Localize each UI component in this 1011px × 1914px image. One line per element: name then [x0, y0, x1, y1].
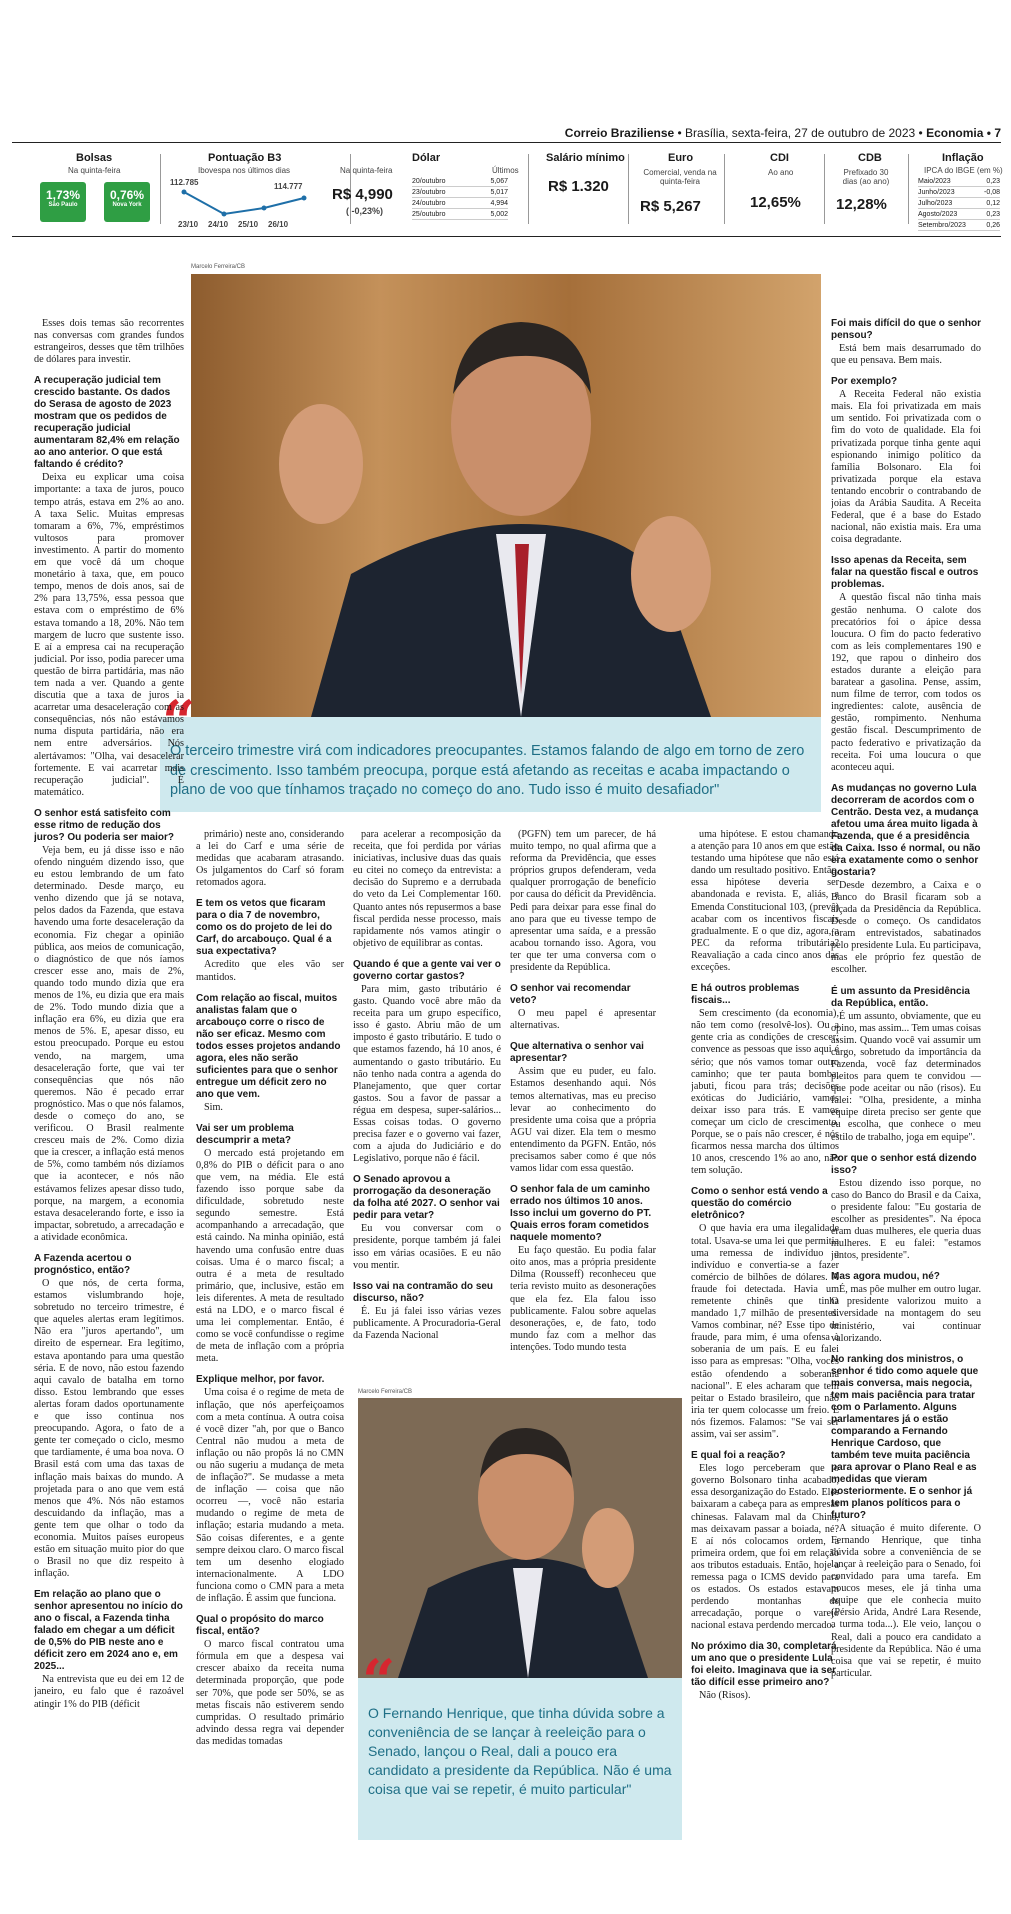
- column-2: [196, 829, 344, 1839]
- page-header: [0, 126, 1011, 140]
- interview-question: O Senado aprovou a prorrogação da desoneração da folha até 2027. O senhor vai pedir para vetar?: [353, 1174, 500, 1222]
- interview-answer: Não (Risos).: [699, 1690, 751, 1702]
- euro-value: R$ 5,267: [640, 198, 701, 215]
- ny-badge: [104, 182, 150, 222]
- inflacao-row: Maio/2023 0,23: [918, 178, 1000, 185]
- dolar-row: 25/outubro 5,002: [412, 211, 508, 218]
- interview-question: Que alternativa o senhor vai apresentar?: [510, 1041, 644, 1065]
- inflacao-row: Agosto/2023 0,23: [918, 211, 1000, 218]
- interview-answer: Assim que eu puder, eu falo. Estamos desenhando aqui. Nós temos alternativas, mas eu preciso levar ao conhecimento do presidente uma coisa que a própria AGU vai dizer. Ela tem o mesmo entendimento da PGFN. Então, nós precisamos saber como é que nós vamos lidar com essa questão.: [510, 1066, 656, 1175]
- sp-value: 1,73%: [45, 188, 81, 202]
- dolar-change: ( -0,23%): [346, 206, 384, 216]
- sp-label: São Paulo: [48, 202, 78, 208]
- divider: [160, 154, 161, 224]
- b3-v2: 114.777: [274, 182, 303, 191]
- interview-question: É um assunto da Presidência da República, então.: [831, 985, 970, 1009]
- interview-answer: Estou dizendo isso porque, no caso do Banco do Brasil e da Caixa, o presidente falou: "Eu gostaria de escolher as presidentes". Na época eram duas mulheres, ele queria duas mulheres. E eu falei: "estamos juntos, presidente".: [831, 1177, 981, 1262]
- quote-mark-icon: “: [162, 688, 196, 756]
- divider: [628, 154, 629, 224]
- dolar-row: 23/outubro 5,017: [412, 189, 508, 196]
- dolar-sub2: Últimos: [492, 166, 519, 175]
- inflacao-row: Junho/2023 -0,08: [918, 189, 1000, 196]
- b3-chart: [178, 188, 338, 218]
- inflacao-table: [918, 176, 1000, 231]
- interview-answer: Uma coisa é o regime de meta de inflação, que nós aperfeiçoamos com a meta contínua. A outra coisa é você dizer "ah, por que o Banco Central não mudou a meta de inflação ou não propôs lá no CMN ou não sugeriu a mudança de meta de inflação?". Se mudasse a meta de inflação — coisa que não ocorreu —, você não estaria mudando o regime de meta de inflação; estaria mudando a meta. São coisas diferentes, e a gente sempre deixou claro. O marco fiscal tem um desenho elogiado internacionalmente. A LDO funciona como o CMN para a meta de inflação. É assim que funciona.: [196, 1387, 344, 1605]
- ny-value: 0,76%: [109, 188, 145, 202]
- b3-sub: Ibovespa nos últimos dias: [198, 166, 291, 175]
- header-rule: [12, 142, 1001, 143]
- interview-answer: (PGFN) tem um parecer, de há muito tempo, no qual afirma que a reforma da Previdência, que esses próprios grupos defenderam, veda qualquer prorrogação de benefício por causa do déficit da Previdência. Pedi para deixar para esse final do ano para que eu tivesse tempo de apresentar uma saída, e a pressão acabou tornando isso. Agora, vou ter que ter uma conversa com o presidente da República.: [510, 829, 656, 974]
- interview-answer: Eu vou conversar com o presidente, porque também já falei isso em várias ocasiões. E eu não vou mentir.: [353, 1223, 501, 1271]
- cdb-sub: Prefixado 30 dias (ao ano): [842, 168, 890, 186]
- dolar-title: Dólar: [412, 152, 441, 164]
- column-right: [831, 318, 981, 1838]
- euro-title: Euro: [668, 152, 694, 164]
- inflacao-sub: IPCA do IBGE (em %): [924, 166, 1003, 175]
- interview-answer: O marco fiscal contratou uma fórmula em que a despesa vai crescer abaixo da receita numa determinada proporção, que pode ser 70%, que pode ser 50%, se as metas fiscais não estiverem sendo cumpridas. O resultado primário advindo dessa regra vai depender das medidas tomadas: [196, 1639, 344, 1747]
- cdi-title: CDI: [770, 152, 789, 164]
- inflacao-row: Setembro/2023 0,26: [918, 222, 1000, 229]
- interview-question: No ranking dos ministros, o senhor é tido como aquele que mais conversa, mais negocia, tem mais paciência para tratar com o Parlamento. Alguns parlamentares já o estão comparando a Fernando Henrique Cardoso, que também teve muita paciência para aprovar o Plano Real e as medidas que vieram posteriormente. E o senhor já tem planos políticos para o futuro?: [831, 1353, 979, 1521]
- b3-title: Pontuação B3: [208, 152, 282, 164]
- b3-v1: 112.785: [170, 178, 199, 187]
- salario-value: R$ 1.320: [548, 178, 609, 195]
- interview-question: Mas agora mudou, né?: [831, 1271, 940, 1283]
- interview-question: O senhor vai recomendar veto?: [510, 983, 631, 1007]
- dolar-row: 20/outubro 5,067: [412, 178, 508, 185]
- interview-question: Como o senhor está vendo a questão do comércio eletrônico?: [691, 1186, 828, 1222]
- b3-date: 26/10: [268, 220, 289, 229]
- interview-answer: Na entrevista que eu dei em 12 de janeiro, eu falo que é razoável atingir 1% do PIB (déficit: [34, 1674, 184, 1710]
- divider: [824, 154, 825, 224]
- bolsas-sub: Na quinta-feira: [68, 166, 121, 175]
- interview-answer: Está bem mais desarrumado do que eu pensava. Bem mais.: [831, 343, 981, 367]
- page-number: • 7: [986, 126, 1001, 140]
- cdb-value: 12,28%: [836, 196, 887, 213]
- interview-answer: Para mim, gasto tributário é gasto. Quando você abre mão da receita para um grupo específico, isso é gasto. Abriu mão de um imposto é gasto tributário. E tudo o que estamos fazendo, há 10 anos, é aumentando o gasto tributário. Eu não tenho nada contra a agenda do Planejamento, que quer cortar gastos. Sou a favor de passar a régua em despesa, super-salários... Essas coisas todas. O governo precisa fazer e o governo vai fazer, com a ajuda do Judiciário e do Legislativo, porque não é fácil.: [353, 983, 501, 1165]
- b3-date: 23/10: [178, 220, 199, 229]
- dolar-table: [412, 176, 508, 220]
- interview-question: As mudanças no governo Lula decorreram de acordos com o Centrão. Desta vez, a mudança afetou uma área muito ligada à Fazenda, que é a presidência da Caixa. Isso é normal, ou não era exatamente como o senhor gostaria?: [831, 782, 981, 878]
- interview-question: O senhor está satisfeito com esse ritmo de redução dos juros? Ou poderia ser maior?: [34, 807, 175, 843]
- interview-question: A recuperação judicial tem crescido bastante. Os dados do Serasa de agosto de 2023 mostram que os pedidos de recuperação judicial aumentaram 82,4% em relação ao ano anterior. O que está faltando é crédito?: [34, 375, 180, 471]
- interview-answer: A situação é muito diferente. O Fernando Henrique, que tinha dúvida sobre a conveniência de se lançar à reeleição para o Senado, foi convidado para uma tarefa. Em poucos meses, ele já tinha uma equipe que ele conhecia muito (Pérsio Arida, André Lara Resende, a turma toda...). Ele veio, lançou o Real, dali a pouco era candidato a presidente da República. Não é uma coisa que vai se repetir, é muito particular.: [831, 1522, 981, 1679]
- market-rule: [12, 236, 1001, 237]
- b3-line: [184, 192, 304, 214]
- pull-quote-2: [358, 1647, 682, 1840]
- column-3: [353, 829, 501, 1382]
- quote-mark-icon: “: [362, 1647, 396, 1715]
- column-4: [510, 829, 656, 1382]
- interview-answer: É, mas pôe mulher em outro lugar. O presidente valorizou muito a diversidade na montagem do seu ministério, vai continuar valorizando.: [831, 1284, 981, 1344]
- photo-credit: Marcelo Ferreira/CB: [191, 264, 246, 270]
- interview-answer: O mercado está projetando em 0,8% do PIB o déficit para o ano que vem, na média. Ele está fazendo isso porque sabe da dificuldade, sobretudo neste segundo semestre. Está acompanhando a arrecadação, que está caindo. Na minha opinião, está havendo uma confusão entre duas coisas. Uma é o marco fiscal; a outra é a meta de resultado primário, que, inclusive, estão em leis diferentes. A meta de resultado está na LDO, e o marco fiscal é uma lei complementar. Então, é como se você confundisse o regime de meta de inflação com a própria meta.: [196, 1147, 344, 1365]
- divider: [724, 154, 725, 224]
- dolar-value: R$ 4,990: [332, 186, 393, 203]
- b3-date: 24/10: [208, 220, 229, 229]
- divider: [908, 154, 909, 224]
- divider: [528, 154, 529, 224]
- interview-question: A Fazenda acertou o prognóstico, então?: [34, 1253, 132, 1276]
- interview-answer: O meu papel é apresentar alternativas.: [510, 1008, 656, 1032]
- left-hand: [279, 404, 363, 524]
- interview-question: Com relação ao fiscal, muitos analistas falam que o arcabouço corre o risco de não ser eficaz. Mesmo com todos esses projetos andando agora, eles não serão suficientes para que o senhor entregue um déficit zero no ano que vem.: [196, 992, 341, 1100]
- interview-question: Por que o senhor está dizendo isso?: [831, 1152, 977, 1176]
- photo-illustration: [191, 274, 821, 717]
- photo-illustration: [358, 1398, 682, 1678]
- interview-answer: Esses dois temas são recorrentes nas conversas com grandes fundos estrangeiros, desses que têm trilhões de dólares para investir.: [34, 318, 184, 366]
- interview-question: Vai ser um problema descumprir a meta?: [196, 1122, 294, 1146]
- euro-sub: Comercial, venda na quinta-feira: [643, 168, 717, 186]
- interview-answer: Eu faço questão. Eu podia falar oito anos, mas a própria presidente Dilma (Rousseff) reconheceu que teria revisto muito as desonerações que ela fez. Ela falou isso publicamente. Falou sobre aquelas desonerações, e, de fato, todo mundo faz com a melhor das intenções. Todo mundo testa: [510, 1245, 656, 1353]
- interview-answer: primário) neste ano, considerando a lei do Carf e uma série de medidas que acabaram atrasando. Os julgamentos do Carf só foram retomados agora.: [196, 829, 344, 889]
- main-photo: [191, 274, 821, 717]
- salario-title: Salário mínimo: [546, 152, 625, 164]
- b3-point: [302, 196, 307, 201]
- interview-answer: Sim.: [204, 1101, 223, 1113]
- column-5: [691, 829, 839, 1839]
- interview-answer: Deixa eu explicar uma coisa importante: a taxa de juros, pouco tempo atrás, estava em 2% ao ano. A taxa Selic. Muitas empresas tomaram a 6%, 7%, empréstimos vultosos para promover investimento. A partir do momento em que você dá um choque monetário à taxa, que, em pouco tempo, menos de dois anos, sai de 2% para 13,75%, essa pessoa que estava com o empréstimo de 6% estava tomando a 18, 20%. Não tem margem de lucro que sustente isso. E aí a empresa cai na recuperação judicial. Por isso, podia parecer uma questão de birra partidária, mas não tem nada a ver. Quando a gente discutia que a taxa de juros ia acarretar uma desaceleração com as consequências, nós não estávamos numa disputa partidária, não era nem entre adversários. Nós alertávamos: "Olha, vai desacelerar fortemente. E vai acarretar mais recuperação judicial". É matemático.: [34, 472, 184, 798]
- b3-date: 25/10: [238, 220, 259, 229]
- column-left: [34, 318, 184, 1838]
- interview-question: Quando é que a gente vai ver o governo cortar gastos?: [353, 958, 501, 982]
- interview-answer: Acredito que eles vão ser mantidos.: [196, 959, 344, 983]
- interview-answer: O que havia era uma ilegalidade total. Usava-se uma lei que permitia uma remessa de indivíduo a indivíduo e convertia-se a fazer comércio de bilhões de dólares. A fraude foi detectada. Havia um remetente chinês que tinha mandado 1,7 milhão de presentes. Vamos combinar, né? Esse tipo de fraude, para mim, é uma ofensa à soberania de um país. E eu falei isso para as empresas: "Olha, vocês estão ofendendo a soberania nacional". E eles acharam que tem peitar o Estado brasileiro, que não iria ter quem colocasse um freio. E nós fizemos. Falamos: "Se vai ser assim, vai ser assim".: [691, 1223, 839, 1441]
- interview-answer: O que nós, de certa forma, estamos vislumbrando hoje, sobretudo no terceiro trimestre, é que aqueles alertas eram legítimos. Não era "juros apertando", um direito de espernear. Era legítimo, estava apontando para uma questão séria. E de novo, não estou fazendo aqui cavalo de batalha em torno disso. Estou lembrando que esses alertas foram dados oportunamente e que isso continua nos preocupando. Agora, o fato de a gente ter começado o ciclo, mesmo que tardiamente, é uma boa nova. O Brasil está com uma das taxas de inflação mais baixas do mundo. A projetada para o ano que vem está menos que 4%. Nós não estamos descuidando da inflação, mas a gente tem que olhar o todo da economia. Muitos países europeus estão em situação muito pior do que o Brasil no que diz respeito à inflação.: [34, 1278, 184, 1580]
- right-hand: [631, 516, 711, 632]
- section-name: Economia: [926, 126, 984, 140]
- interview-question: E há outros problemas fiscais...: [691, 983, 800, 1007]
- ny-label: Nova York: [112, 202, 142, 208]
- market-strip: [28, 152, 1003, 230]
- pull-quote-1-text: O terceiro trimestre virá com indicadores preocupantes. Estamos falando de algo em torno de zero de crescimento. Isso também preocupa, porque está afetando as receitas e acaba impactando o plano de voo que tínhamos traçado no começo do ano. Tudo isso é muito desafiador": [170, 743, 805, 799]
- interview-question: Qual o propósito do marco fiscal, então?: [196, 1614, 324, 1638]
- interview-question: Isso apenas da Receita, sem falar na questão fiscal e outros problemas.: [831, 555, 979, 591]
- b3-point: [262, 206, 267, 211]
- dolar-sub: Na quinta-feira: [340, 166, 393, 175]
- interview-question: Em relação ao plano que o senhor apresentou no início do ano o fiscal, a Fazenda tinha falado em chegar a um déficit de 0,5% do PIB neste ano e déficit zero em 2024 ano e, em 2025...: [34, 1589, 183, 1673]
- interview-answer: Veja bem, eu já disse isso e não ofendo ninguém dizendo isso, que eu estou lembrando de um fato determinado. Desde março, eu venho dizendo que já se notava, pelos dados da Fazenda, que estava havendo uma forte desaceleração da economia. Fiz chegar a opinião pública, aos meios de comunicação, o diagnóstico de que nós íamos crescer esse ano, mais de 2%, quando todo mundo dizia que era menos de 1%, eu dizia que era mais de 2%. Todo mundo dizia que a inflação era 6%, eu dizia que era menos de 5%. E, apesar disso, eu estou preocupado. Porque eu estou vendo, na margem, uma desaceleração forte, que vai ter consequências que nós não queremos. Não é pecado errar prognóstico. Mas o que nós falamos, desde o começo do ano, se verificou. O Brasil realmente cresceu mais de 2%. Como dizia que ia crescer, a inflação está menos de 5%, como também nós dizíamos que ia acontecer, e nós não estávamos felizes apesar disso tudo, porque, na margem, a economia estava desacelerando forte, e isso ia impactar, sobretudo, a arrecadação e a atividade econômica.: [34, 844, 184, 1243]
- cdi-sub: Ao ano: [768, 168, 794, 177]
- interview-answer: É um assunto, obviamente, que eu opino, mas assim... Tem umas coisas assim. Quando você vai assumir um cargo, sobretudo da importância da Fazenda, você faz determinados pleitos para quem te convidou — que pode aceitar ou não (risos). Eu falei: "Olha, presidente, a minha equipe direta preciso ser gente que eu escolha, que conhece o meu estilo de trabalho, joga em equipe".: [831, 1010, 981, 1143]
- secondary-photo: [358, 1398, 682, 1678]
- interview-answer: Eles logo perceberam que o governo Bolsonaro tinha acabado, essa desorganização do Estado. Eles baixaram a cabeça para as empresas chinesas. Falavam mal da China, mas deixavam passar a boiada, né? E aí nós colocamos ordem, a primeira ordem, que foi em relação aos tributos estaduais. Então, hoje a remessa paga o ICMS devido para os estados. Os estados estavam perdendo montanhas de arrecadação, porque o varejo nacional estava perdendo mercado.: [691, 1463, 839, 1632]
- interview-question: Foi mais difícil do que o senhor pensou?: [831, 318, 981, 341]
- interview-answer: A Receita Federal não existia mais. Ela foi privatizada em mais um sentido. Foi privatizada com o fim do voto de qualidade. Ela foi privatizada porque tinha gente aqui espionando inimigo político da família Bolsonaro. Ela foi privatizada porque ela estava tentando encobrir o contrabando de joias da Arábia Saudita. A Receita Federal, que é a base do Estado nacional, não existia mais. Era uma coisa degradante.: [831, 389, 981, 546]
- bolsas-title: Bolsas: [76, 152, 113, 164]
- interview-answer: É. Eu já falei isso várias vezes publicamente. A Procuradoria-Geral da Fazenda Nacional: [353, 1305, 501, 1341]
- paper-name: Correio Braziliense: [564, 126, 675, 140]
- interview-question: Isso vai na contramão do seu discurso, não?: [353, 1280, 494, 1304]
- pull-quote-2-text: O Fernando Henrique, que tinha dúvida sobre a conveniência de se lançar à reeleição para o Senado, lançou o Real, dali a pouco era candidato a presidente da República. Não é uma coisa que vai se repetir, é muito particular": [368, 1705, 672, 1797]
- b3-point: [222, 212, 227, 217]
- dolar-row: 24/outubro 4,994: [412, 200, 508, 207]
- hand-shape: [582, 1508, 634, 1588]
- inflacao-row: Julho/2023 0,12: [918, 200, 1000, 207]
- interview-question: Por exemplo?: [831, 376, 898, 388]
- inflacao-title: Inflação: [942, 152, 984, 164]
- interview-question: E qual foi a reação?: [691, 1450, 786, 1462]
- cdi-value: 12,65%: [750, 194, 801, 211]
- interview-answer: uma hipótese. E estou chamando a atenção para 10 anos em que estão testando uma hipótese que não está dando um resultado positivo. Então, essa hipótese deveria ser abandonada e revista. E, aliás, a Emenda Constitucional 103, (prevê) acabar com os incentivos fiscais gradualmente. E o que diz, agora, a PEC da reforma tributária? Reavaliação a cada cinco anos das exceções.: [691, 829, 839, 974]
- interview-question: O senhor fala de um caminho errado nos últimos 10 anos. Isso inclui um governo do PT. Quais erros foram cometidos naquele momento?: [510, 1184, 652, 1244]
- sp-badge: [40, 182, 86, 222]
- photo-credit: Marcelo Ferreira/CB: [358, 1389, 413, 1395]
- interview-question: No próximo dia 30, completará um ano que o presidente Lula foi eleito. Imaginava que ia ser tão difícil esse primeiro ano?: [691, 1641, 837, 1689]
- pull-quote-1: [160, 688, 821, 812]
- dateline: • Brasília, sexta-feira, 27 de outubro de 2023 •: [677, 126, 923, 140]
- interview-answer: A questão fiscal não tinha mais gestão nenhuma. O calote dos precatórios foi o ápice dessa loucura. O fim do pacto federativo com as leis complementares 190 e 192, que rapou o dinheiro dos estados durante a eleição para baratear a gasolina. Pense, assim, num filme de terror, com todos os ingredientes: calote, ausência de gestão, rompimento. Nenhuma gestão fiscal. Descumprimento de pacto federativo e privatização da receita. Foi uma loucura o que aconteceu aqui.: [831, 592, 981, 773]
- interview-answer: Sem crescimento (da economia), não tem como (resolvê-los). Ou a gente cria as condições de crescer; convence as pessoas que isso aqui é sério; que nós vamos tomar outro caminho; que ter pauta bomba, jabuti, ficou para trás; decisões exóticas do Judiciário, vamos deixar isso para trás. E vamos começar um ciclo de crescimento. Porque, se o país não crescer, é nós ficarmos nessa marcha dos últimos 10 anos, crescendo 1% ao ano, não tem solução.: [691, 1008, 839, 1177]
- b3-point: [182, 190, 187, 195]
- interview-answer: Desde dezembro, a Caixa e o Banco do Brasil ficaram sob a alçada da Presidência da República. Desde o começo. Os candidatos foram entrevistados, sabatinados pelo presidente Lula. Eu participava, mas ele próprio fez questão de escolher.: [831, 879, 981, 976]
- interview-question: E tem os vetos que ficaram para o dia 7 de novembro, como os do projeto de lei do Carf, do arcabouço. Qual é a sua expectativa?: [196, 898, 333, 958]
- cdb-title: CDB: [858, 152, 882, 164]
- interview-question: Explique melhor, por favor.: [196, 1374, 325, 1386]
- interview-answer: para acelerar a recomposição da receita, que foi perdida por várias iniciativas, inclusive duas das quais eu citei no começo da entrevista: a decisão do Supremo e a derrubada do veto da Lei Complementar 160. Quanto antes nós repusermos a base fiscal perdida nesse processo, mais rapidamente nós vamos atingir o objetivo de equilibrar as contas.: [353, 829, 501, 949]
